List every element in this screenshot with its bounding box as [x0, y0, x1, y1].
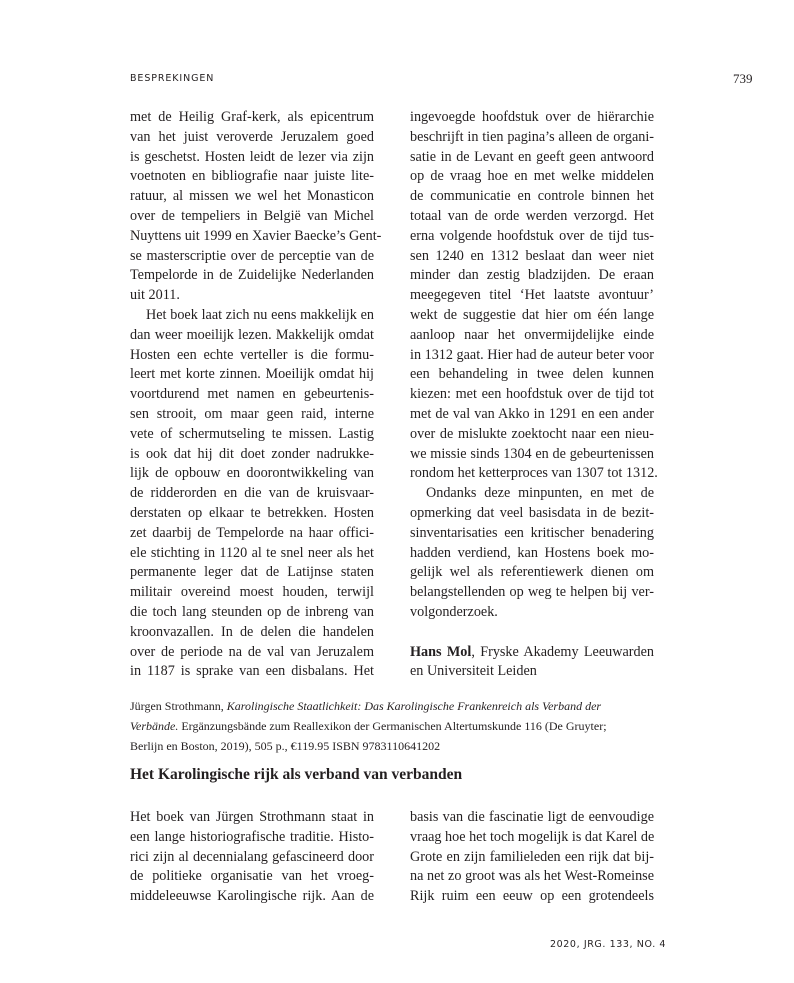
text-line: een behandeling in twee delen kunnen	[410, 366, 654, 383]
text-line: Grote en zijn familieleden een rijk dat bij-	[410, 848, 654, 865]
text-line: se masterscriptie over de perceptie van de	[130, 247, 374, 264]
text-line: belangstellenden op weg te helpen bij ver-	[410, 584, 654, 601]
text-line: derstaten op elkaar te betrekken. Hosten	[130, 504, 374, 521]
running-head: BESPREKINGEN	[130, 73, 215, 84]
citation-line	[130, 696, 650, 716]
text-line: totaal van de orde werden verzorgd. Het	[410, 207, 654, 224]
review2-right-column	[410, 808, 654, 907]
review1-left-column	[130, 108, 382, 682]
text-line: permanente leger dat de Latijnse staten	[130, 564, 374, 581]
citation-line	[130, 716, 650, 736]
text-line: na net zo groot was als het West-Romeinse	[410, 868, 654, 885]
citation-title-cont: Verbände.	[130, 719, 179, 733]
book-citation	[130, 696, 650, 756]
text-line: met de val van Akko in 1291 en een ander	[410, 405, 654, 422]
review-title: Het Karolingische rijk als verband van verbanden	[130, 766, 463, 783]
citation-publication: Berlijn en Boston, 2019), 505 p., €119.95 ISBN 9783110641202	[130, 739, 441, 753]
text-line: van het juist veroverde Jeruzalem goed	[130, 128, 374, 145]
text-line: de politieke organisatie van het vroeg-	[130, 868, 374, 885]
text-line: Ondanks deze minpunten, en met de	[426, 485, 654, 502]
text-line: zet daarbij de Tempelorde na haar offici-	[130, 524, 374, 541]
text-line: lijk de opbouw en doorontwikkeling van	[130, 465, 374, 482]
review1-right-column	[410, 108, 658, 682]
text-line: is ook dat hij dit doet zonder nadrukke-	[130, 445, 374, 462]
text-line: ratuur, al missen we wel het Monasticon	[130, 188, 374, 205]
text-line: wekt de suggestie dat hier om één lange	[410, 306, 654, 323]
text-line: sinventarisaties een kritischer benadering	[410, 524, 654, 541]
text-line: Rijk ruim een eeuw op een grotendeels	[410, 888, 654, 905]
text-line: erna volgende hoofdstuk over de tijd tus-	[410, 227, 654, 244]
text-line: leert met korte zinnen. Moeilijk omdat hij	[130, 366, 374, 383]
text-line: op de vraag hoe en met welke middelen	[410, 168, 654, 185]
text-line: voetnoten en bibliografie naar juiste lite-	[130, 168, 374, 185]
text-line: in 1312 gaat. Hier had de auteur beter voor	[410, 346, 654, 363]
text-line: de communicatie en controle binnen het	[410, 188, 654, 205]
text-line: over de tempeliers in België van Michel	[130, 207, 374, 224]
text-line: uit 2011.	[130, 287, 180, 304]
text-line: ele stichting in 1120 al te snel neer als het	[130, 544, 374, 561]
review2-left-column	[130, 808, 374, 907]
text-line: Hosten een echte verteller is die formu-	[130, 346, 374, 363]
text-line: opmerking dat veel basisdata in de bezit-	[410, 504, 654, 521]
text-line: met de Heilig Graf-kerk, als epicentrum	[130, 109, 374, 125]
text-line: middeleeuwse Karolingische rijk. Aan de	[130, 888, 374, 905]
text-line: die toch lang steunden op de inbreng van	[130, 603, 374, 620]
text-line: meegegeven titel ‘Het laatste avontuur’	[410, 287, 654, 304]
text-line: is geschetst. Hosten leidt de lezer via zijn	[130, 148, 374, 165]
text-line: de ridderorden en die van de kruisvaar-	[130, 485, 374, 502]
text-line: over de mislukte zoektocht naar een nieu-	[410, 425, 654, 442]
text-line: vraag hoe het toch mogelijk is dat Karel de	[410, 828, 655, 845]
text-line: we missie sinds 1304 en de gebeurtenissen	[410, 445, 654, 462]
citation-title: Karolingische Staatlichkeit: Das Karolingische Frankenreich als Verband der	[226, 699, 602, 713]
text-line: hadden verdiend, kan Hostens boek mo-	[410, 544, 654, 561]
text-line: Tempelorde in de Zuidelijke Nederlanden	[130, 267, 374, 284]
text-line: Nuyttens uit 1999 en Xavier Baecke’s Gent-	[130, 227, 382, 244]
issue-footer: 2020, JRG. 133, NO. 4	[550, 939, 667, 950]
text-line: militair overeind moest houden, terwijl	[130, 584, 374, 601]
text-line: rici zijn al decennialang gefascineerd door	[130, 848, 374, 865]
paragraph-gap	[410, 623, 654, 643]
text-line: kiezen: met een hoofdstuk over de tijd tot	[410, 386, 654, 403]
text-line: dan weer moeilijk lezen. Makkelijk omdat	[130, 326, 374, 343]
text-line: satie in de Levant en geeft geen antwoord	[410, 148, 654, 165]
text-line: Het boek laat zich nu eens makkelijk en	[146, 306, 374, 323]
citation-author: Jürgen Strothmann,	[130, 699, 227, 713]
page-number: 739	[733, 71, 753, 86]
reviewer-name: Hans Mol	[410, 643, 472, 660]
reviewer-affiliation-line2: en Universiteit Leiden	[410, 663, 537, 680]
text-line: minder dan zestig bladzijden. De eraan	[410, 267, 654, 284]
text-line: voortdurend met namen en gebeurtenis-	[130, 386, 374, 403]
text-line: Het boek van Jürgen Strothmann staat in	[130, 809, 374, 825]
text-line: vete of schermutseling te missen. Lastig	[130, 425, 374, 442]
text-line: in 1187 is sprake van een disbalans. Het	[130, 663, 374, 680]
text-line: kroonvazallen. In de delen die handelen	[130, 623, 374, 640]
text-line: gelijk wel als referentiewerk dienen om	[410, 564, 654, 581]
reviewer-signature	[410, 643, 654, 663]
text-line: aanloop naar het onvermijdelijke einde	[410, 326, 654, 343]
text-line: over de periode na de val van Jeruzalem	[130, 643, 374, 660]
text-line: een lange historiografische traditie. Histo-	[130, 828, 374, 845]
text-line: beschrijft in tien pagina’s alleen de organi-	[410, 128, 654, 145]
reviewer-affiliation: , Fryske Akademy Leeuwarden	[471, 643, 654, 660]
citation-series: Ergänzungsbände zum Reallexikon der Germanischen Altertumskunde 116 (De Gruyter;	[178, 719, 607, 733]
text-line: rondom het ketterproces van 1307 tot 1312.	[410, 465, 658, 482]
text-line: sen strooit, om maar geen raid, interne	[130, 405, 374, 422]
text-line: volgonderzoek.	[410, 603, 498, 620]
text-line: sen 1240 en 1312 beslaat dan weer niet	[410, 247, 654, 264]
text-line: ingevoegde hoofdstuk over de hiërarchie	[410, 109, 654, 125]
text-line: basis van die fascinatie ligt de eenvoudige	[410, 809, 654, 825]
